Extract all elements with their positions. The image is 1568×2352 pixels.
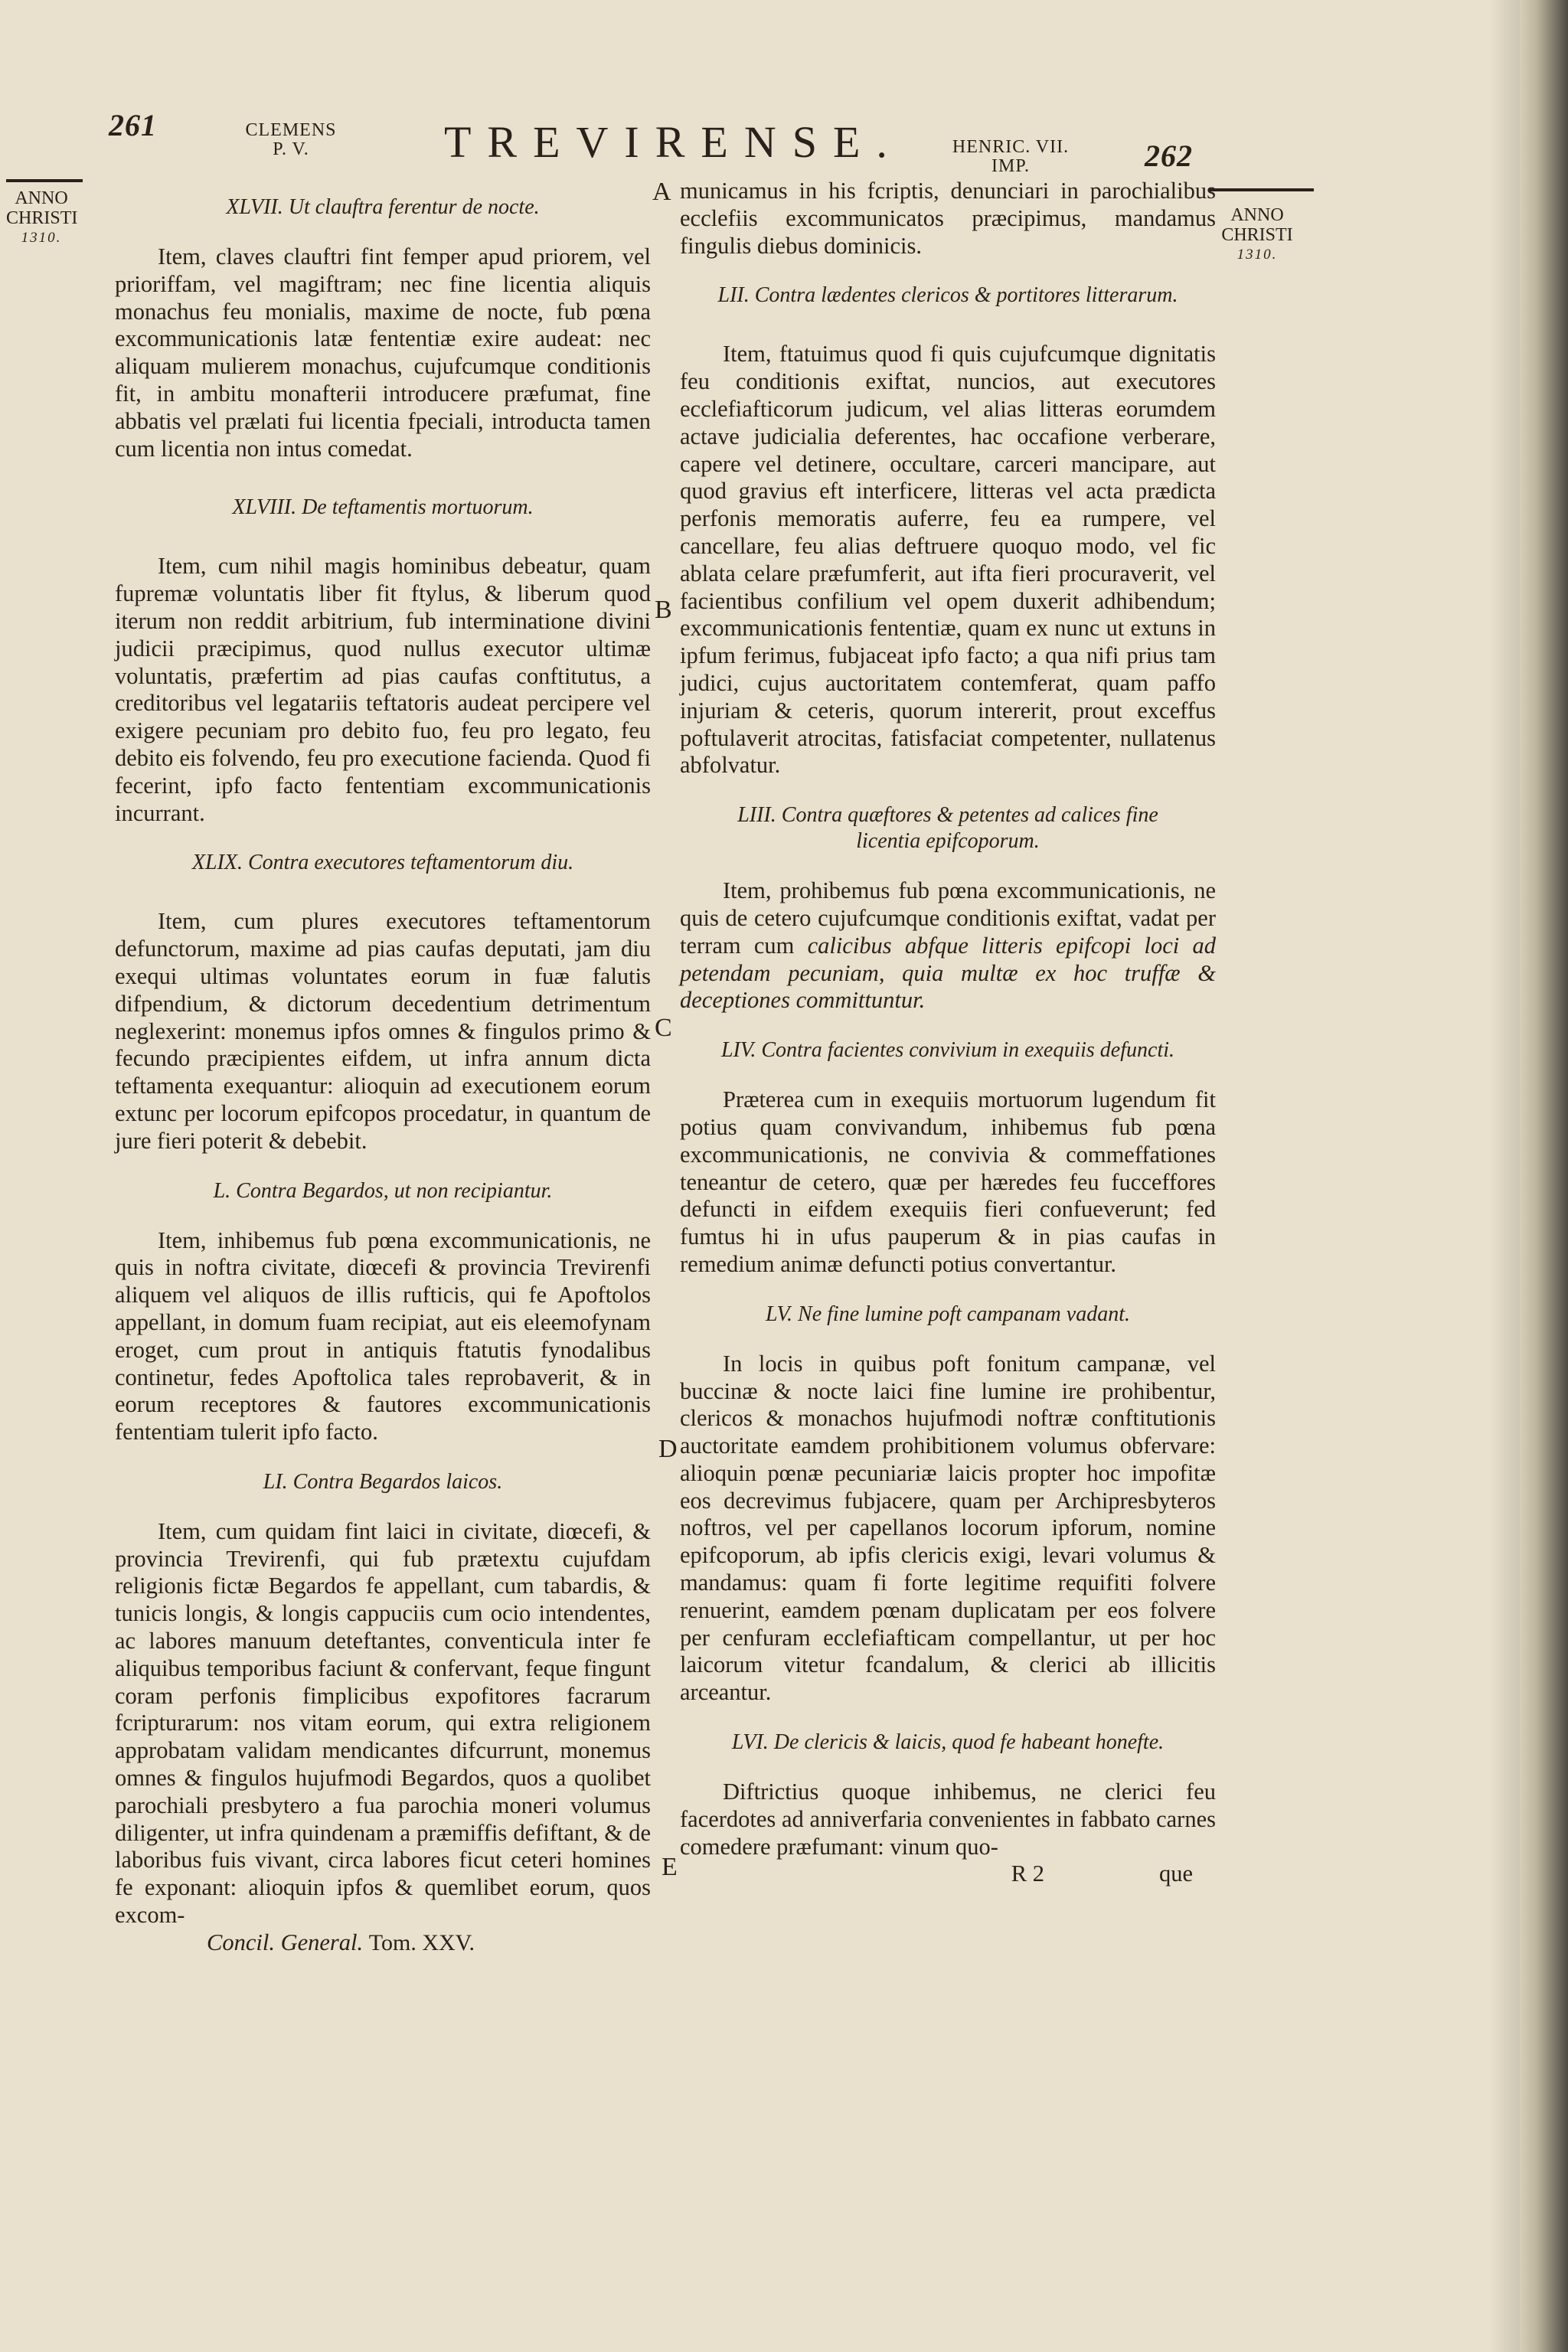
heading-lv: LV. Ne fine lumine poft campanam vadant. bbox=[766, 1302, 1130, 1326]
pope-numeral: P. V. bbox=[273, 139, 309, 159]
heading-lvi: LVI. De clericis & laicis, quod fe habeant honefte. bbox=[731, 1730, 1165, 1755]
paragraph-lii: Item, ftatuimus quod fi quis cujufcumque dignitatis feu conditionis exiftat, nuncios, aut executores ecclefiafticorum judicum, vel alias litteras eorumdem actave judicialia deferentes, hac occafione verberare, capere vel detinere, occultare, carceri mancipare, aut quod gravius eft interficere, litteras vel acta prædicta perfonis memoratis auferre, feu ea rumpere, vel cancellare, feu alias deftruere quoquo modo, vel fic ablata celare præfumferit, aut ifta fieri procuraverit, vel facientibus confilium vel opem duxerit adhibendum; excommunicationis fententiæ, quam ex nunc ut extuns in ipfum ferimus, fubjaceat ipfo facto; a qua nifi prius tam judici, cujus auctoritatem contemferat, quam paffo injuriam & ceteris, quorum intererit, prout exceffus poftulaverit atrocitas, fatisfaciat competenter, nullatenus abfolvatur. bbox=[680, 341, 1216, 779]
year-label: 1310. bbox=[1236, 247, 1278, 263]
left-year-note bbox=[6, 188, 77, 248]
left-running-head bbox=[239, 121, 343, 159]
page-title: TREVIRENSE. bbox=[444, 117, 903, 167]
paragraph-l: Item, inhibemus fub pœna excommunicationis, ne quis in noftra civitate, diœcefi & provincia Trevirenfi aliquem vel aliquos de illis rufticis, qui fe Apoftolos appellant, in domum fuam recipiat, aut eis eleemofynam eroget, cum prout in antiquis ftatutis fynodalibus continetur, fedes Apoftolica tales reprobaverit, & in eorum receptores & fautores excommunicationis fententiam tulerit ipfo facto. bbox=[115, 1227, 651, 1446]
section-marker-d: D bbox=[658, 1435, 678, 1463]
paragraph-li: Item, cum quidam fint laici in civitate, diœcefi, & provincia Trevirenfi, qui fub prætextu cujufdam religionis fictæ Begardos fe appellant, cum tabardis, & tunicis longis, & longis cappuciis cum ocio intendentes, ac labores manuum deteftantes, conventicula inter fe aliquibus temporibus faciunt & confervant, feque fingunt coram perfonis fimplicibus expofitores facrarum fcripturarum: nos vitam eorum, qui extra religionem approbatam validam mendicantes difcurrunt, monemus omnes & fingulos hujufmodi Begardos, quos a quolibet parochiali presbytero a fua parochia moneri volumus diligenter, ut infra quindenam a præmiffis defiftant, & de laboribus fuis vivant, circa labores ficut ceteri homines fe exponant: alioquin ipfos & quemlibet eorum, quos excom- bbox=[115, 1517, 651, 1929]
gutter-shadow bbox=[1489, 0, 1520, 2352]
right-margin-rule bbox=[1208, 188, 1314, 191]
paragraph-lvi: Diftrictius quoque inhibemus, ne clerici feu facerdotes ad anniverfaria convenientes in fabbato carnes comedere præfumant: vinum quo- bbox=[680, 1779, 1216, 1860]
pope-name: CLEMENS bbox=[245, 120, 337, 140]
right-column bbox=[680, 178, 1216, 1888]
paragraph-liii bbox=[680, 877, 1216, 1014]
signature-mark-line bbox=[680, 1860, 1216, 1888]
left-margin-rule bbox=[6, 179, 83, 182]
paragraph-xlviii: Item, cum nihil magis hominibus debeatur, quam fupremæ voluntatis liber fit ftylus, & liberum quod iterum non reddit arbitrium, fub interminatione divini judicii præcipimus, quod nullus executor ultimæ voluntatis, præfertim ad pias caufas conftitutus, a creditoribus vel legatariis teftatoris audeat percipere vel exigere pecuniam pro debito fuo, feu pro legato, feu debito eis folvendo, feu pro executione facienda. Quod fi fecerint, ipfo facto fententiam excommunicationis incurrant. bbox=[115, 553, 651, 826]
emperor-title: IMP. bbox=[991, 156, 1031, 176]
heading-l: L. Contra Begardos, ut non recipiantur. bbox=[213, 1178, 553, 1203]
heading-xlviii: XLVIII. De teftamentis mortuorum. bbox=[232, 495, 534, 520]
heading-xlix: XLIX. Contra executores teftamentorum diu. bbox=[191, 851, 574, 875]
paragraph-continued: municamus in his fcriptis, denunciari in parochialibus ecclefiis excommunicatos præcipimus, mandamus fingulis diebus dominicis. bbox=[680, 178, 1216, 259]
right-year-note bbox=[1219, 205, 1295, 265]
section-marker-a: A bbox=[652, 178, 671, 206]
right-running-head bbox=[926, 138, 1095, 176]
paragraph-liv: Præterea cum in exequiis mortuorum lugendum fit potius quam convivandum, inhibemus fub pœna excommunicationis, ne convivia & commeffationes teneantur de cetero, quæ per hæredes feu fucceffores defuncti in eifdem exequiis fieri confueverunt; fed fumtus hi in ufus pauperum & in pias caufas in remedium animæ defuncti potius convertantur. bbox=[680, 1086, 1216, 1277]
page-edge bbox=[1520, 0, 1568, 2352]
signature-line bbox=[115, 1929, 651, 1957]
heading-li: LI. Contra Begardos laicos. bbox=[263, 1469, 503, 1494]
christi-label: CHRISTI bbox=[6, 208, 78, 228]
catchword: que bbox=[1158, 1860, 1193, 1887]
signature-volume: Tom. XXV. bbox=[368, 1929, 475, 1955]
signature-mark: R 2 bbox=[1011, 1860, 1044, 1887]
right-page-number: 262 bbox=[1145, 139, 1193, 173]
paragraph-liii-text: Item, prohibemus fub pœna excommunicationis, ne quis de cetero cujufcumque conditionis exiftat, vadat per terram cum bbox=[680, 877, 1216, 959]
heading-xlvii: XLVII. Ut clauftra ferentur de nocte. bbox=[226, 195, 540, 219]
section-marker-c: C bbox=[655, 1014, 672, 1042]
left-column bbox=[115, 194, 651, 1957]
heading-lii: LII. Contra lædentes clericos & portitores litterarum. bbox=[717, 283, 1178, 308]
heading-liii: LIII. Contra quæftores & petentes ad calices fine licentia epifcoporum. bbox=[737, 803, 1158, 854]
anno-label: ANNO bbox=[1230, 205, 1284, 225]
emperor-name: HENRIC. VII. bbox=[952, 137, 1070, 157]
paragraph-lv: In locis in quibus poft fonitum campanæ, vel buccinæ & nocte laici fine lumine ire prohibentur, clericos & monachos hujufmodi noftræ conftitutionis auctoritate eamdem prohibitionem volumus obfervare: alioquin pœnæ pecuniariæ laicis propter hoc impofitæ eos decrevimus fubjacere, quam per Archipresbyteros noftros, vel per capellanos locorum ipforum, nomine epifcoporum, ab ipfis clericis exigi, levari volumus & mandamus: quam fi forte legitime requifiti folvere renuerint, eamdem pœnam duplicatam per eos folvere per cenfuram ecclefiafticam compellantur, ut per hoc laicorum vitetur fcandalum, & clerici ab illicitis arceantur. bbox=[680, 1350, 1216, 1706]
year-label: 1310. bbox=[21, 230, 62, 246]
christi-label: CHRISTI bbox=[1221, 225, 1293, 245]
heading-liv: LIV. Contra facientes convivium in exequiis defuncti. bbox=[720, 1038, 1175, 1063]
paragraph-xlvii: Item, claves clauftri fint femper apud priorem, vel prioriffam, vel magiftram; nec fine licentia aliquis monachus feu monialis, maxime de nocte, fub pœna excommunicationis latæ fententiæ exire audeat: nec aliquam mulierem monachus, cujufcumque conditionis fit, in ambitu monafterii introducere præfumat, fine abbatis vel prælati fui licentia fpeciali, introducta tamen cum licentia non intus comedat. bbox=[115, 243, 651, 462]
paragraph-liii-italic: calicibus abfque litteris epifcopi loci ad petendam pecuniam, quia multæ ex hoc truffæ & deceptiones committuntur. bbox=[680, 932, 1216, 1014]
signature-collection: Concil. General. bbox=[207, 1929, 364, 1955]
left-page-number: 261 bbox=[109, 108, 157, 142]
section-marker-e: E bbox=[662, 1853, 678, 1881]
anno-label: ANNO bbox=[15, 188, 68, 208]
section-marker-b: B bbox=[655, 596, 672, 624]
paragraph-xlix: Item, cum plures executores teftamentorum defunctorum, maxime ad pias caufas deputati, jam diu exequi ultimas voluntates eorum in fuæ falutis difpendium, & dictorum decedentium detrimentum neglexerint: monemus ipfos omnes & fingulos primo & fecundo præcipientes eifdem, ut infra annum dicta teftamenta exequantur: alioquin ad executionem eorum extunc per locorum epifcopos procedatur, in quantum de jure fieri poterit & debebit. bbox=[115, 908, 651, 1154]
